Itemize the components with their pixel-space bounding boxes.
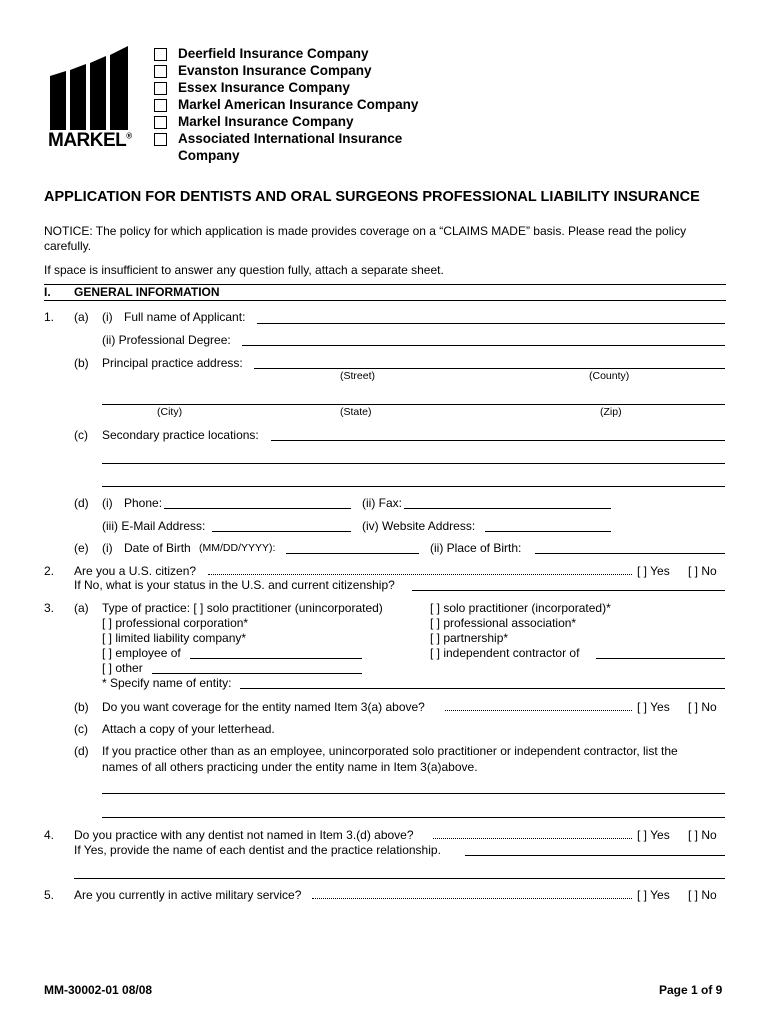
q3c-label: (c) [74, 722, 88, 736]
pob-label: (ii) Place of Birth: [430, 541, 522, 555]
company-checkbox-markel-american[interactable] [154, 99, 167, 112]
q4-relationship-label: If Yes, provide the name of each dentist and the practice relationship. [74, 843, 441, 857]
form-number: MM-30002-01 08/08 [44, 983, 153, 997]
q3c-text: Attach a copy of your letterhead. [102, 722, 275, 736]
professional-degree-field[interactable] [242, 345, 725, 346]
page-title: APPLICATION FOR DENTISTS AND ORAL SURGEONS PROFESSIONAL LIABILITY INSURANCE [44, 189, 700, 205]
q1c-label: (c) [74, 428, 88, 442]
practice-type-other[interactable]: [ ] other [102, 661, 143, 675]
company-checkbox-essex[interactable] [154, 82, 167, 95]
q5-leader-dots [312, 898, 632, 899]
q1a-i-label: (i) [102, 310, 113, 324]
company-checkbox-associated[interactable] [154, 133, 167, 146]
q1-number: 1. [44, 310, 55, 324]
q4-no[interactable]: [ ] No [688, 828, 717, 842]
practice-type-partnership[interactable]: [ ] partnership* [430, 631, 509, 645]
email-field[interactable] [212, 531, 351, 532]
practice-type-independent[interactable]: [ ] independent contractor of [430, 646, 580, 660]
dob-format: (MM/DD/YYYY): [199, 542, 276, 554]
q1d-label: (d) [74, 496, 89, 510]
q2-yes[interactable]: [ ] Yes [637, 564, 670, 578]
q3-number: 3. [44, 601, 55, 615]
q2-leader-dots [208, 574, 632, 575]
practice-type-employee[interactable]: [ ] employee of [102, 646, 181, 660]
full-name-field[interactable] [257, 323, 725, 324]
q4-leader-dots [433, 838, 632, 839]
q3d-line-1: If you practice other than as an employee, unincorporated solo practitioner or independent contractor, list the [102, 744, 678, 758]
q1b-label: (b) [74, 356, 89, 370]
company-essex: Essex Insurance Company [178, 80, 350, 95]
q2-text: Are you a U.S. citizen? [74, 564, 197, 578]
company-markel: Markel Insurance Company [178, 114, 354, 129]
q5-yes[interactable]: [ ] Yes [637, 888, 670, 902]
specify-entity-label: * Specify name of entity: [102, 676, 232, 690]
practice-type-solo-unincorporated[interactable]: Type of practice: [ ] solo practitioner (unincorporated) [102, 601, 383, 615]
fax-field[interactable] [404, 508, 611, 509]
secondary-locations-label: Secondary practice locations: [102, 428, 259, 442]
section-bottom-rule [44, 300, 726, 301]
email-label: (iii) E-Mail Address: [102, 519, 206, 533]
company-checkbox-markel[interactable] [154, 116, 167, 129]
city-state-zip-field[interactable] [102, 404, 725, 405]
q2-no[interactable]: [ ] No [688, 564, 717, 578]
q1a-label: (a) [74, 310, 89, 324]
q3b-label: (b) [74, 700, 89, 714]
practice-type-llc[interactable]: [ ] limited liability company* [102, 631, 247, 645]
other-field[interactable] [152, 673, 362, 674]
street-county-field[interactable] [254, 368, 725, 369]
q5-no[interactable]: [ ] No [688, 888, 717, 902]
principal-address-label: Principal practice address: [102, 356, 243, 370]
q3a-label: (a) [74, 601, 89, 615]
phone-field[interactable] [164, 508, 351, 509]
q5-text: Are you currently in active military service? [74, 888, 302, 902]
practice-type-solo-incorporated[interactable]: [ ] solo practitioner (incorporated)* [430, 601, 611, 615]
q2-number: 2. [44, 564, 55, 578]
section-title: GENERAL INFORMATION [74, 285, 220, 299]
q4-number: 4. [44, 828, 55, 842]
company-associated-cont: Company [178, 148, 240, 163]
pob-field[interactable] [535, 553, 725, 554]
q2-status-field[interactable] [412, 590, 725, 591]
logo-wordmark: MARKEL® [48, 130, 132, 151]
employee-of-field[interactable] [190, 658, 362, 659]
q1e-i-label: (i) [102, 541, 113, 555]
notice-line-2: carefully. [44, 239, 92, 253]
space-note: If space is insufficient to answer any question fully, attach a separate sheet. [44, 263, 444, 277]
markel-logo [48, 44, 132, 154]
q5-number: 5. [44, 888, 55, 902]
q2-status-label: If No, what is your status in the U.S. and current citizenship? [74, 578, 395, 592]
section-number: I. [44, 285, 51, 299]
phone-label: Phone: [124, 496, 163, 510]
q3d-field-2[interactable] [102, 817, 725, 818]
q3b-no[interactable]: [ ] No [688, 700, 717, 714]
q3b-text: Do you want coverage for the entity named Item 3(a) above? [102, 700, 425, 714]
markel-logo-mark [48, 44, 132, 130]
zip-caption: (Zip) [600, 406, 622, 418]
independent-contractor-field[interactable] [596, 658, 725, 659]
state-caption: (State) [340, 406, 372, 418]
q1e-label: (e) [74, 541, 89, 555]
company-markel-american: Markel American Insurance Company [178, 97, 419, 112]
company-evanston: Evanston Insurance Company [178, 63, 372, 78]
fax-label: (ii) Fax: [362, 496, 402, 510]
secondary-locations-field-2[interactable] [102, 463, 725, 464]
q1d-i-label: (i) [102, 496, 113, 510]
full-name-label: Full name of Applicant: [124, 310, 246, 324]
q3d-line-2: names of all others practicing under the entity name in Item 3(a)above. [102, 760, 478, 774]
page-number: Page 1 of 9 [659, 983, 723, 997]
practice-type-prof-corp[interactable]: [ ] professional corporation* [102, 616, 249, 630]
street-caption: (Street) [340, 370, 376, 382]
company-deerfield: Deerfield Insurance Company [178, 46, 369, 61]
q3b-yes[interactable]: [ ] Yes [637, 700, 670, 714]
company-associated: Associated International Insurance [178, 131, 403, 146]
q3d-field-1[interactable] [102, 793, 725, 794]
county-caption: (County) [589, 370, 630, 382]
website-label: (iv) Website Address: [362, 519, 476, 533]
practice-type-prof-assoc[interactable]: [ ] professional association* [430, 616, 577, 630]
secondary-locations-field-1[interactable] [271, 440, 725, 441]
city-caption: (City) [157, 406, 183, 418]
professional-degree-label: (ii) Professional Degree: [102, 333, 231, 347]
q4-text: Do you practice with any dentist not named in Item 3.(d) above? [74, 828, 414, 842]
q3b-leader-dots [445, 710, 632, 711]
company-checkbox-deerfield[interactable] [154, 48, 167, 61]
q3d-label: (d) [74, 744, 89, 758]
q4-relationship-field-1[interactable] [465, 855, 725, 856]
specify-entity-field[interactable] [240, 688, 725, 689]
dob-label: Date of Birth [124, 541, 191, 555]
dob-field[interactable] [286, 553, 419, 554]
secondary-locations-field-3[interactable] [102, 486, 725, 487]
q4-relationship-field-2[interactable] [74, 878, 725, 879]
q4-yes[interactable]: [ ] Yes [637, 828, 670, 842]
notice-line-1: NOTICE: The policy for which application is made provides coverage on a “CLAIMS MADE” basis. Please read the policy [44, 224, 687, 238]
company-checkbox-evanston[interactable] [154, 65, 167, 78]
website-field[interactable] [485, 531, 611, 532]
